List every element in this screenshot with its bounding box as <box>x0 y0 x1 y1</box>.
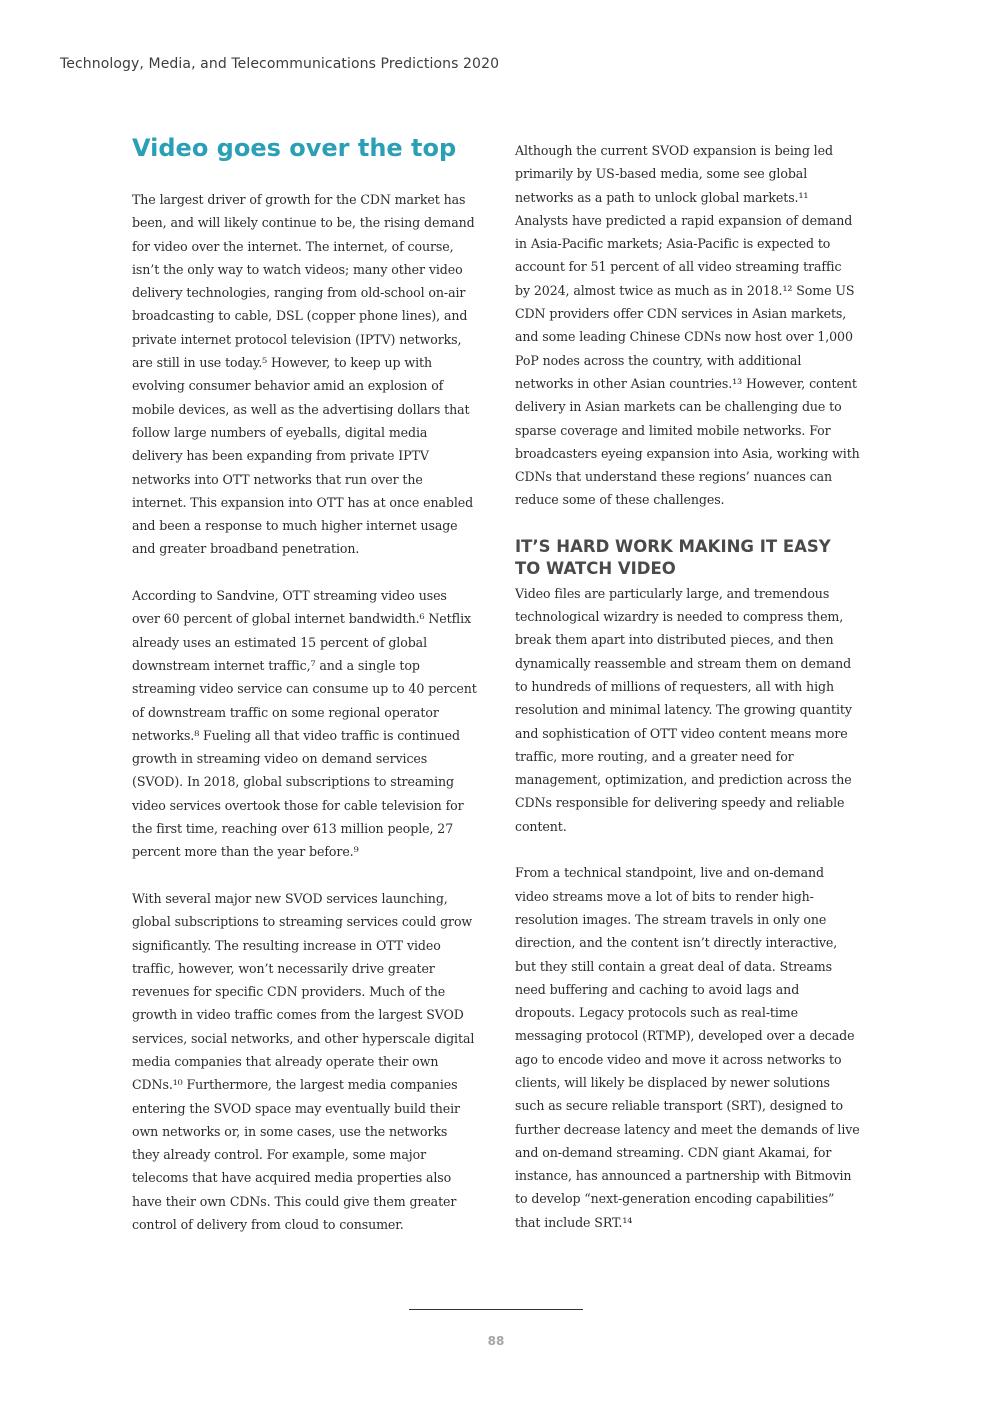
right-column <box>515 139 860 1257</box>
article-title: Video goes over the top <box>132 134 457 162</box>
page-number: 88 <box>487 1334 505 1348</box>
body-paragraph: From a technical standpoint, live and on-demand video streams move a lot of bits to render high-resolution images. The stream travels in only one direction, and the content isn’t directly interactive, but they still contain a great deal of data. Streams need buffering and caching to avoid lags and dropouts. Legacy protocols such as real-time messaging protocol (RTMP), developed over a decade ago to encode video and move it across networks to clients, will likely be displaced by newer solutions such as secure reliable transport (SRT), designed to further decrease latency and meet the demands of live and on-demand streaming. CDN giant Akamai, for instance, has announced a partnership with Bitmovin to develop “next-generation encoding capabilities” that include SRT.¹⁴ <box>515 865 860 1230</box>
left-column <box>132 130 477 1260</box>
body-paragraph: Although the current SVOD expansion is being led primarily by US-based media, some see global networks as a path to unlock global markets.¹¹ Analysts have predicted a rapid expansion of demand in Asia-Pacific markets; Asia-Pacific is expected to account for 51 percent of all video streaming traffic by 2024, almost twice as much as in 2018.¹² Some US CDN providers offer CDN services in Asian markets, and some leading Chinese CDNs now host over 1,000 PoP nodes across the country, with additional networks in other Asian countries.¹³ However, content delivery in Asian markets can be challenging due to sparse coverage and limited mobile networks. For broadcasters eyeing expansion into Asia, working with CDNs that understand these regions’ nuances can reduce some of these challenges. <box>515 143 860 508</box>
running-header: Technology, Media, and Telecommunications Predictions 2020 <box>60 56 500 72</box>
body-paragraph: Video files are particularly large, and tremendous technological wizardry is needed to compress them, break them apart into distributed pieces, and then dynamically reassemble and stream them on demand to hundreds of millions of requesters, all with high resolution and minimal latency. The growing quantity and sophistication of OTT video content means more traffic, more routing, and a greater need for management, optimization, and prediction across the CDNs responsible for delivering speedy and reliable content. <box>515 585 852 834</box>
body-paragraph: According to Sandvine, OTT streaming video uses over 60 percent of global internet bandwidth.⁶ Netflix already uses an estimated 15 percent of global downstream internet traffic,⁷ and a single top streaming video service can consume up to 40 percent of downstream traffic on some regional operator networks.⁸ Fueling all that video traffic is continued growth in streaming video on demand services (SVOD). In 2018, global subscriptions to streaming video services overtook those for cable television for the first time, reaching over 613 million people, 27 percent more than the year before.⁹ <box>132 588 477 860</box>
section-subheading: IT’S HARD WORK MAKING IT EASY TO WATCH VIDEO <box>515 536 831 578</box>
footer-divider <box>409 1309 583 1310</box>
body-paragraph: With several major new SVOD services launching, global subscriptions to streaming services could grow significantly. The resulting increase in OTT video traffic, however, won’t necessarily drive greater revenues for specific CDN providers. Much of the growth in video traffic comes from the largest SVOD services, social networks, and other hyperscale digital media companies that already operate their own CDNs.¹⁰ Furthermore, the largest media companies entering the SVOD space may eventually build their own networks or, in some cases, use the networks they already control. For example, some major telecoms that have acquired media properties also have their own CDNs. This could give them greater control of delivery from cloud to consumer. <box>132 890 475 1233</box>
body-paragraph: The largest driver of growth for the CDN market has been, and will likely continue to be, the rising demand for video over the internet. The internet, of course, isn’t the only way to watch videos; many other video delivery technologies, ranging from old-school on-air broadcasting to cable, DSL (copper phone lines), and private internet protocol television (IPTV) networks, are still in use today.⁵ However, to keep up with evolving consumer behavior amid an explosion of mobile devices, as well as the advertising dollars that follow large numbers of eyeballs, digital media delivery has been expanding from private IPTV networks into OTT networks that run over the internet. This expansion into OTT has at once enabled and been a response to much higher internet usage and greater broadband penetration. <box>132 192 475 557</box>
